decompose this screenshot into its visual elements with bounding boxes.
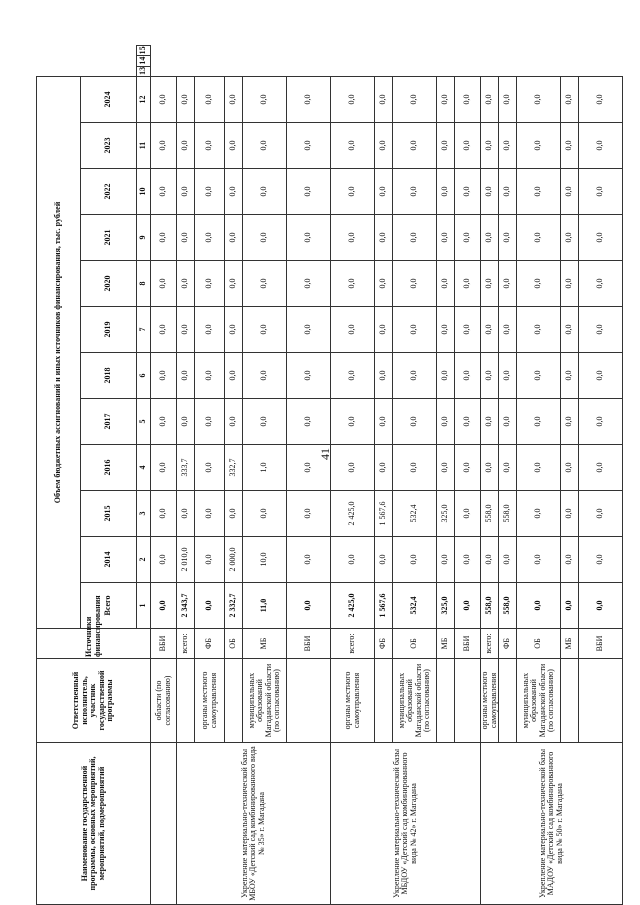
- year-value-cell: 0,0: [579, 169, 623, 215]
- year-value-cell: 0,0: [287, 353, 331, 399]
- source-cell: ОБ: [225, 629, 243, 659]
- year-value-cell: 0,0: [177, 76, 195, 122]
- column-number: 3: [137, 491, 151, 537]
- year-value-cell: 0,0: [287, 123, 331, 169]
- page-number: 41: [318, 448, 332, 460]
- year-value-cell: 0,0: [331, 261, 375, 307]
- year-value-cell: 0,0: [375, 215, 393, 261]
- year-value-cell: 0,0: [579, 307, 623, 353]
- year-value-cell: 0,0: [579, 215, 623, 261]
- year-value-cell: 0,0: [517, 491, 561, 537]
- year-value-cell: 0,0: [437, 445, 455, 491]
- year-value-cell: 0,0: [151, 123, 177, 169]
- source-cell: всего:: [481, 629, 499, 659]
- year-value-cell: 0,0: [437, 76, 455, 122]
- header-year: 2019: [81, 307, 137, 353]
- total-cell: 558,0: [481, 583, 499, 629]
- year-value-cell: 0,0: [331, 76, 375, 122]
- year-value-cell: 0,0: [195, 123, 225, 169]
- table-row: [177, 46, 195, 905]
- year-value-cell: 0,0: [455, 307, 481, 353]
- year-value-cell: 0,0: [195, 76, 225, 122]
- year-value-cell: 0,0: [375, 537, 393, 583]
- year-value-cell: 0,0: [195, 215, 225, 261]
- year-value-cell: 0,0: [151, 76, 177, 122]
- year-value-cell: 0,0: [393, 537, 437, 583]
- year-value-cell: 0,0: [579, 399, 623, 445]
- source-cell: МБ: [561, 629, 579, 659]
- responsible-text: муниципальных образований Магаданской области (по согласованию): [393, 659, 437, 743]
- total-cell: 0,0: [579, 583, 623, 629]
- responsible-text: [225, 659, 243, 743]
- responsible-text: [455, 659, 481, 743]
- table-body: [37, 46, 623, 905]
- header-year: 2021: [81, 215, 137, 261]
- column-number: 1: [137, 583, 151, 629]
- year-value-cell: 0,0: [177, 261, 195, 307]
- year-value-cell: 0,0: [499, 215, 517, 261]
- year-value-cell: 0,0: [151, 491, 177, 537]
- year-value-cell: 0,0: [393, 76, 437, 122]
- header-year: 2023: [81, 123, 137, 169]
- table-row: [151, 46, 177, 905]
- source-cell: ФБ: [195, 629, 225, 659]
- year-value-cell: 0,0: [151, 537, 177, 583]
- header-year: 2017: [81, 399, 137, 445]
- total-cell: 1 567,6: [375, 583, 393, 629]
- responsible-text: [287, 659, 331, 743]
- year-value-cell: 0,0: [393, 261, 437, 307]
- year-value-cell: 0,0: [499, 353, 517, 399]
- year-value-cell: 0,0: [561, 76, 579, 122]
- year-value-cell: 0,0: [393, 353, 437, 399]
- year-value-cell: 0,0: [287, 445, 331, 491]
- year-value-cell: 0,0: [331, 215, 375, 261]
- total-cell: 0,0: [151, 583, 177, 629]
- responsible-text: [375, 659, 393, 743]
- total-cell: 2 425,0: [331, 583, 375, 629]
- year-value-cell: 0,0: [151, 399, 177, 445]
- year-value-cell: 0,0: [517, 123, 561, 169]
- year-value-cell: 0,0: [481, 353, 499, 399]
- year-value-cell: 2 010,0: [177, 537, 195, 583]
- table-row: [331, 46, 375, 905]
- year-value-cell: 0,0: [375, 261, 393, 307]
- year-value-cell: 0,0: [243, 353, 287, 399]
- responsible-text: области (по согласованию): [151, 659, 177, 743]
- year-value-cell: 0,0: [393, 215, 437, 261]
- header-year: 2022: [81, 169, 137, 215]
- year-value-cell: 0,0: [151, 261, 177, 307]
- year-value-cell: 0,0: [481, 215, 499, 261]
- year-value-cell: 0,0: [481, 123, 499, 169]
- year-value-cell: 0,0: [151, 445, 177, 491]
- year-value-cell: 0,0: [177, 399, 195, 445]
- total-cell: 0,0: [287, 583, 331, 629]
- year-value-cell: 332,7: [225, 445, 243, 491]
- total-cell: 2 343,7: [177, 583, 195, 629]
- total-cell: 0,0: [195, 583, 225, 629]
- year-value-cell: 0,0: [437, 261, 455, 307]
- table-row: [481, 46, 499, 905]
- year-value-cell: 0,0: [499, 399, 517, 445]
- year-value-cell: 0,0: [517, 445, 561, 491]
- year-value-cell: 0,0: [287, 491, 331, 537]
- year-value-cell: 0,0: [225, 399, 243, 445]
- year-value-cell: 0,0: [393, 399, 437, 445]
- year-value-cell: 0,0: [177, 307, 195, 353]
- year-value-cell: 0,0: [195, 537, 225, 583]
- year-value-cell: 0,0: [243, 169, 287, 215]
- year-value-cell: 0,0: [195, 491, 225, 537]
- year-value-cell: 558,0: [481, 491, 499, 537]
- year-value-cell: 0,0: [287, 537, 331, 583]
- year-value-cell: 0,0: [177, 353, 195, 399]
- source-cell: ВБИ: [151, 629, 177, 659]
- year-value-cell: 0,0: [481, 76, 499, 122]
- year-value-cell: 0,0: [287, 399, 331, 445]
- column-number: 2: [137, 537, 151, 583]
- year-value-cell: 0,0: [331, 399, 375, 445]
- year-value-cell: 0,0: [481, 537, 499, 583]
- column-number: 13: [137, 66, 151, 76]
- year-value-cell: 0,0: [243, 399, 287, 445]
- year-value-cell: 0,0: [455, 123, 481, 169]
- year-value-cell: 0,0: [455, 445, 481, 491]
- year-value-cell: 0,0: [151, 353, 177, 399]
- year-value-cell: 0,0: [437, 537, 455, 583]
- year-value-cell: 0,0: [331, 537, 375, 583]
- year-value-cell: 0,0: [455, 215, 481, 261]
- year-value-cell: 532,4: [393, 491, 437, 537]
- responsible-text: муниципальных образований Магаданской области (по согласованию): [517, 659, 561, 743]
- year-value-cell: 0,0: [561, 399, 579, 445]
- year-value-cell: 0,0: [481, 307, 499, 353]
- header-volume: Объем бюджетных ассигнований и иных источников финансирования, тыс. рублей: [37, 76, 81, 628]
- year-value-cell: 0,0: [331, 307, 375, 353]
- source-cell: ОБ: [517, 629, 561, 659]
- year-value-cell: 0,0: [393, 445, 437, 491]
- year-value-cell: 0,0: [455, 399, 481, 445]
- year-value-cell: 0,0: [499, 76, 517, 122]
- total-cell: 325,0: [437, 583, 455, 629]
- header-total: Всего: [81, 583, 137, 629]
- year-value-cell: 0,0: [243, 307, 287, 353]
- year-value-cell: 0,0: [561, 169, 579, 215]
- header-year: 2016: [81, 445, 137, 491]
- year-value-cell: 2 000,0: [225, 537, 243, 583]
- source-cell: МБ: [243, 629, 287, 659]
- year-value-cell: 0,0: [561, 491, 579, 537]
- year-value-cell: 0,0: [375, 123, 393, 169]
- year-value-cell: 0,0: [287, 307, 331, 353]
- year-value-cell: 0,0: [561, 353, 579, 399]
- header-source: Источники финансирования: [37, 629, 151, 659]
- responsible-text: муниципальных образований Магаданской области (по согласованию): [243, 659, 287, 743]
- year-value-cell: 0,0: [499, 261, 517, 307]
- year-value-cell: 0,0: [331, 353, 375, 399]
- column-number: 12: [137, 76, 151, 122]
- year-value-cell: 0,0: [243, 261, 287, 307]
- responsible-text: органы местного самоуправления: [331, 659, 375, 743]
- year-value-cell: 10,0: [243, 537, 287, 583]
- year-value-cell: 0,0: [517, 353, 561, 399]
- source-cell: ФБ: [499, 629, 517, 659]
- year-value-cell: 0,0: [393, 307, 437, 353]
- year-value-cell: 0,0: [195, 169, 225, 215]
- year-value-cell: 0,0: [499, 123, 517, 169]
- year-value-cell: 0,0: [455, 537, 481, 583]
- column-number: 10: [137, 169, 151, 215]
- source-cell: ВБИ: [579, 629, 623, 659]
- year-value-cell: 0,0: [455, 261, 481, 307]
- year-value-cell: 0,0: [243, 215, 287, 261]
- year-value-cell: 0,0: [195, 399, 225, 445]
- year-value-cell: 0,0: [579, 353, 623, 399]
- year-value-cell: 0,0: [455, 76, 481, 122]
- source-cell: ВБИ: [455, 629, 481, 659]
- total-cell: 0,0: [561, 583, 579, 629]
- year-value-cell: 0,0: [455, 491, 481, 537]
- year-value-cell: 0,0: [287, 261, 331, 307]
- year-value-cell: 0,0: [195, 445, 225, 491]
- header-year: 2020: [81, 261, 137, 307]
- responsible-text: органы местного самоуправления: [481, 659, 499, 743]
- year-value-cell: 0,0: [579, 537, 623, 583]
- year-value-cell: 0,0: [561, 215, 579, 261]
- measure-name: Укрепление материально-технической базы МАДОУ «Детский сад комбинированного вида № 50» г. Магадана: [481, 743, 623, 905]
- year-value-cell: 0,0: [151, 215, 177, 261]
- source-cell: МБ: [437, 629, 455, 659]
- header-year: 2018: [81, 353, 137, 399]
- year-value-cell: 0,0: [561, 261, 579, 307]
- column-number: 14: [137, 56, 151, 66]
- year-value-cell: 0,0: [225, 169, 243, 215]
- source-cell: ОБ: [393, 629, 437, 659]
- measure-name: Укрепление материально-технической базы МБОУ «Детский сад комбинированного вида № 35» г. Магадана: [177, 743, 331, 905]
- source-cell: всего:: [331, 629, 375, 659]
- year-value-cell: 0,0: [579, 76, 623, 122]
- year-value-cell: 0,0: [481, 261, 499, 307]
- total-cell: 0,0: [517, 583, 561, 629]
- year-value-cell: 0,0: [375, 353, 393, 399]
- header-name: Наименование государственной программы, основных мероприятий, мероприятий, подмероприятий: [37, 743, 151, 905]
- year-value-cell: 0,0: [375, 445, 393, 491]
- total-cell: 558,0: [499, 583, 517, 629]
- header-row-top: [37, 46, 81, 905]
- responsible-text: [561, 659, 579, 743]
- year-value-cell: 0,0: [517, 76, 561, 122]
- column-number: 7: [137, 307, 151, 353]
- year-value-cell: 0,0: [517, 169, 561, 215]
- source-cell: ВБИ: [287, 629, 331, 659]
- source-cell: ФБ: [375, 629, 393, 659]
- year-value-cell: 0,0: [561, 445, 579, 491]
- total-cell: 532,4: [393, 583, 437, 629]
- year-value-cell: 0,0: [331, 123, 375, 169]
- year-value-cell: 0,0: [455, 169, 481, 215]
- year-value-cell: 0,0: [225, 491, 243, 537]
- year-value-cell: 0,0: [225, 215, 243, 261]
- year-value-cell: 0,0: [481, 169, 499, 215]
- year-value-cell: 0,0: [579, 445, 623, 491]
- year-value-cell: 0,0: [225, 123, 243, 169]
- year-value-cell: 0,0: [437, 353, 455, 399]
- year-value-cell: 0,0: [151, 307, 177, 353]
- column-number: 5: [137, 399, 151, 445]
- year-value-cell: 333,7: [177, 445, 195, 491]
- total-cell: 0,0: [455, 583, 481, 629]
- year-value-cell: 0,0: [517, 307, 561, 353]
- total-cell: 2 332,7: [225, 583, 243, 629]
- column-number: 9: [137, 215, 151, 261]
- year-value-cell: 0,0: [437, 399, 455, 445]
- year-value-cell: 0,0: [287, 76, 331, 122]
- year-value-cell: 0,0: [195, 261, 225, 307]
- year-value-cell: 0,0: [499, 445, 517, 491]
- year-value-cell: 0,0: [375, 307, 393, 353]
- responsible-text: [177, 659, 195, 743]
- responsible-text: органы местного самоуправления: [195, 659, 225, 743]
- year-value-cell: 0,0: [517, 261, 561, 307]
- header-responsible: Ответственный исполнитель, участник государственной программы: [37, 659, 151, 743]
- year-value-cell: 0,0: [579, 123, 623, 169]
- year-value-cell: 0,0: [177, 123, 195, 169]
- responsible-text: [499, 659, 517, 743]
- rotated-page-content: [36, 45, 605, 905]
- financing-table: [36, 45, 623, 905]
- year-value-cell: 0,0: [561, 307, 579, 353]
- year-value-cell: 0,0: [481, 445, 499, 491]
- year-value-cell: 0,0: [287, 169, 331, 215]
- year-value-cell: 0,0: [331, 445, 375, 491]
- year-value-cell: 0,0: [393, 169, 437, 215]
- responsible-text: [437, 659, 455, 743]
- year-value-cell: 0,0: [579, 261, 623, 307]
- year-value-cell: 2 425,0: [331, 491, 375, 537]
- year-value-cell: 0,0: [437, 123, 455, 169]
- year-value-cell: 0,0: [437, 307, 455, 353]
- year-value-cell: 0,0: [177, 491, 195, 537]
- year-value-cell: 0,0: [225, 76, 243, 122]
- total-cell: 11,0: [243, 583, 287, 629]
- column-number: 11: [137, 123, 151, 169]
- year-value-cell: 0,0: [177, 215, 195, 261]
- column-number: 15: [137, 46, 151, 56]
- header-year: 2015: [81, 491, 137, 537]
- year-value-cell: 325,0: [437, 491, 455, 537]
- year-value-cell: 558,0: [499, 491, 517, 537]
- year-value-cell: 0,0: [375, 76, 393, 122]
- year-value-cell: 1,0: [243, 445, 287, 491]
- year-value-cell: 0,0: [561, 537, 579, 583]
- year-value-cell: 0,0: [437, 215, 455, 261]
- year-value-cell: 0,0: [195, 353, 225, 399]
- year-value-cell: 0,0: [243, 491, 287, 537]
- year-value-cell: 0,0: [561, 123, 579, 169]
- column-number: 8: [137, 261, 151, 307]
- year-value-cell: 0,0: [499, 537, 517, 583]
- year-value-cell: 0,0: [455, 353, 481, 399]
- year-value-cell: 0,0: [243, 76, 287, 122]
- year-value-cell: 0,0: [151, 169, 177, 215]
- year-value-cell: 0,0: [331, 169, 375, 215]
- source-cell: всего:: [177, 629, 195, 659]
- year-value-cell: 0,0: [499, 169, 517, 215]
- year-value-cell: 0,0: [517, 537, 561, 583]
- column-number: 6: [137, 353, 151, 399]
- year-value-cell: 0,0: [287, 215, 331, 261]
- year-value-cell: 0,0: [243, 123, 287, 169]
- year-value-cell: 0,0: [177, 169, 195, 215]
- responsible-text: [579, 659, 623, 743]
- measure-name: [151, 743, 177, 905]
- year-value-cell: 0,0: [481, 399, 499, 445]
- year-value-cell: 0,0: [225, 353, 243, 399]
- measure-name: Укрепление материально-технической базы МБДОУ «Детский сад комбинированного вида № 42» г. Магадана: [331, 743, 481, 905]
- header-year: 2014: [81, 537, 137, 583]
- year-value-cell: 0,0: [375, 169, 393, 215]
- year-value-cell: 0,0: [393, 123, 437, 169]
- year-value-cell: 0,0: [225, 261, 243, 307]
- header-year: 2024: [81, 76, 137, 122]
- year-value-cell: 0,0: [517, 215, 561, 261]
- year-value-cell: 0,0: [499, 307, 517, 353]
- year-value-cell: 0,0: [195, 307, 225, 353]
- year-value-cell: 1 567,6: [375, 491, 393, 537]
- year-value-cell: 0,0: [437, 169, 455, 215]
- column-number: 4: [137, 445, 151, 491]
- year-value-cell: 0,0: [517, 399, 561, 445]
- year-value-cell: 0,0: [225, 307, 243, 353]
- year-value-cell: 0,0: [375, 399, 393, 445]
- year-value-cell: 0,0: [579, 491, 623, 537]
